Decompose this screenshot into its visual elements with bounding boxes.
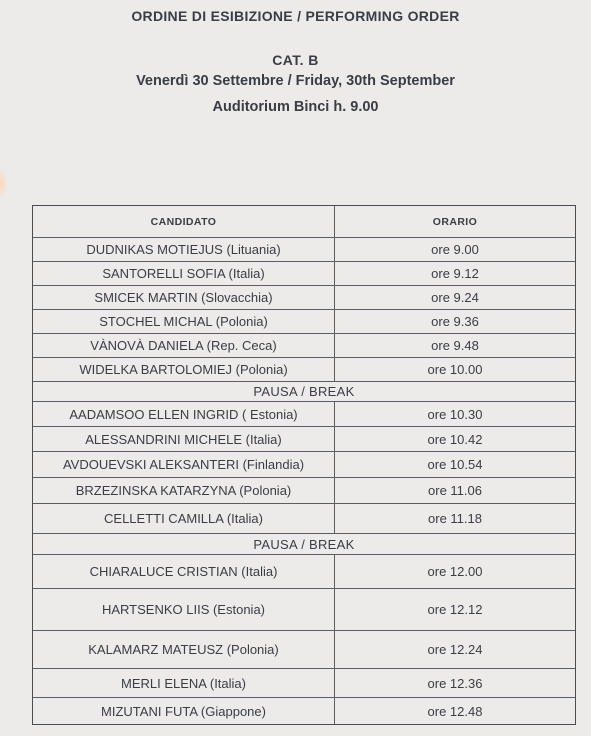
performing-order-table xyxy=(32,205,576,725)
table-row xyxy=(33,589,575,631)
performance-time: ore 12.00 xyxy=(427,564,483,579)
table-row xyxy=(33,427,575,452)
performance-time: ore 12.12 xyxy=(427,602,483,617)
performance-time: ore 12.36 xyxy=(427,675,483,691)
candidate-name: HARTSENKO LIIS (Estonia) xyxy=(33,589,335,630)
table-row xyxy=(33,452,575,478)
category-label: CAT. B xyxy=(272,52,319,68)
date-label: Venerdì 30 Settembre / Friday, 30th September xyxy=(136,73,455,89)
table-header-row xyxy=(33,206,575,238)
candidate-name: VÀNOVÀ DANIELA (Rep. Ceca) xyxy=(33,334,335,357)
table-row xyxy=(33,358,575,382)
candidate-name: MERLI ELENA (Italia) xyxy=(33,669,335,697)
performance-time: ore 10.30 xyxy=(427,406,483,422)
candidate-name: WIDELKA BARTOLOMIEJ (Polonia) xyxy=(33,358,335,381)
performance-time: ore 11.18 xyxy=(428,511,482,526)
performance-time: ore 12.24 xyxy=(427,642,483,657)
document-title: ORDINE DI ESIBIZIONE / PERFORMING ORDER xyxy=(131,8,460,24)
table-row xyxy=(33,402,575,427)
performance-time: ore 10.00 xyxy=(427,362,483,377)
column-header-candidate: CANDIDATO xyxy=(33,206,335,237)
table-row xyxy=(33,310,575,334)
light-glare xyxy=(0,168,8,198)
candidate-name: SANTORELLI SOFIA (Italia) xyxy=(33,262,335,285)
table-row xyxy=(33,669,575,698)
performance-time: ore 9.12 xyxy=(431,266,479,281)
table-row xyxy=(33,286,575,310)
candidate-name: MIZUTANI FUTA (Giappone) xyxy=(33,698,335,724)
candidate-name: KALAMARZ MATEUSZ (Polonia) xyxy=(33,631,335,668)
candidate-name: SMICEK MARTIN (Slovacchia) xyxy=(33,286,335,309)
candidate-name: AADAMSOO ELLEN INGRID ( Estonia) xyxy=(33,402,335,426)
candidate-name: STOCHEL MICHAL (Polonia) xyxy=(33,310,335,333)
pause-row: PAUSA / BREAK xyxy=(33,534,575,555)
table-row xyxy=(33,631,575,669)
table-row xyxy=(33,238,575,262)
performance-time: ore 10.54 xyxy=(427,457,483,472)
performance-time: ore 9.24 xyxy=(431,290,479,305)
performance-time: ore 12.48 xyxy=(427,703,483,719)
performance-time: ore 10.42 xyxy=(427,431,483,447)
table-row xyxy=(33,262,575,286)
table-row xyxy=(33,334,575,358)
table-row xyxy=(33,504,575,534)
column-header-time: ORARIO xyxy=(432,215,478,228)
performance-time: ore 9.00 xyxy=(431,242,479,257)
candidate-name: DUDNIKAS MOTIEJUS (Lituania) xyxy=(33,238,335,261)
candidate-name: BRZEZINSKA KATARZYNA (Polonia) xyxy=(33,478,335,503)
performance-time: ore 11.06 xyxy=(428,483,482,498)
candidate-name: CELLETTI CAMILLA (Italia) xyxy=(33,504,335,533)
performance-time: ore 9.36 xyxy=(431,314,479,329)
table-row xyxy=(33,478,575,504)
venue-label: Auditorium Binci h. 9.00 xyxy=(212,99,379,115)
table-row xyxy=(33,555,575,589)
table-row xyxy=(33,698,575,724)
candidate-name: ALESSANDRINI MICHELE (Italia) xyxy=(33,427,335,451)
candidate-name: CHIARALUCE CRISTIAN (Italia) xyxy=(33,555,335,588)
performance-time: ore 9.48 xyxy=(431,338,479,353)
pause-row: PAUSA / BREAK xyxy=(33,382,575,402)
candidate-name: AVDOUEVSKI ALEKSANTERI (Finlandia) xyxy=(33,452,335,477)
